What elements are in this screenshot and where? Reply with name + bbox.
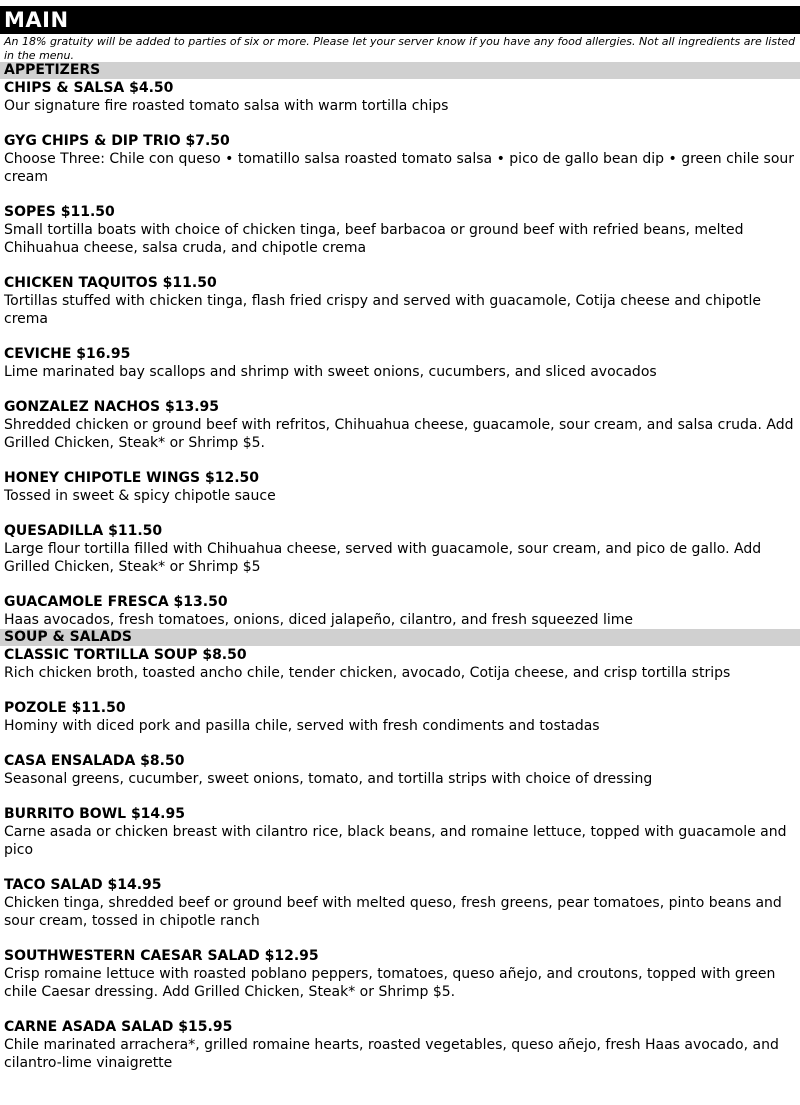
menu-item <box>0 947 800 1001</box>
section-soup-salads <box>0 629 800 1072</box>
menu-item <box>0 79 800 115</box>
item-title: GUACAMOLE FRESCA $13.50 <box>4 594 228 610</box>
item-title: GONZALEZ NACHOS $13.95 <box>4 399 220 415</box>
item-description: Shredded chicken or ground beef with refritos, Chihuahua cheese, guacamole, sour cream, and salsa cruda. Add Grilled Chicken, Steak* or Shrimp $5. <box>4 417 794 451</box>
item-title: POZOLE $11.50 <box>4 700 126 716</box>
item-description: Hominy with diced pork and pasilla chile, served with fresh condiments and tostadas <box>4 718 600 734</box>
item-description: Rich chicken broth, toasted ancho chile, tender chicken, avocado, Cotija cheese, and crisp tortilla strips <box>4 665 731 681</box>
menu-item <box>0 132 800 186</box>
menu-item <box>0 699 800 735</box>
item-description: Crisp romaine lettuce with roasted poblano peppers, tomatoes, queso añejo, and croutons, topped with green chile Caesar dressing. Add Grilled Chicken, Steak* or Shrimp $5. <box>4 966 776 1000</box>
item-title: CLASSIC TORTILLA SOUP $8.50 <box>4 647 247 663</box>
menu-item <box>0 1018 800 1072</box>
item-description: Chile marinated arrachera*, grilled romaine hearts, roasted vegetables, queso añejo, fresh Haas avocado, and cilantro-lime vinaigrette <box>4 1037 779 1071</box>
item-description: Chicken tinga, shredded beef or ground beef with melted queso, fresh greens, pear tomatoes, pinto beans and sour cream, tossed in chipotle ranch <box>4 895 782 929</box>
menu-item <box>0 203 800 257</box>
item-title: GYG CHIPS & DIP TRIO $7.50 <box>4 133 230 149</box>
item-title: CHICKEN TAQUITOS $11.50 <box>4 275 217 291</box>
item-description: Seasonal greens, cucumber, sweet onions, tomato, and tortilla strips with choice of dressing <box>4 771 653 787</box>
item-title: BURRITO BOWL $14.95 <box>4 806 185 822</box>
item-description: Large flour tortilla filled with Chihuahua cheese, served with guacamole, sour cream, and pico de gallo. Add Grilled Chicken, Steak* or Shrimp $5 <box>4 541 762 575</box>
item-title: SOUTHWESTERN CAESAR SALAD $12.95 <box>4 948 319 964</box>
item-title: QUESADILLA $11.50 <box>4 523 163 539</box>
menu-title: MAIN <box>0 6 800 34</box>
item-description: Carne asada or chicken breast with cilantro rice, black beans, and romaine lettuce, topped with guacamole and pico <box>4 824 787 858</box>
item-title: CEVICHE $16.95 <box>4 346 131 362</box>
item-title: CASA ENSALADA $8.50 <box>4 753 185 769</box>
item-description: Small tortilla boats with choice of chicken tinga, beef barbacoa or ground beef with refried beans, melted Chihuahua cheese, salsa cruda, and chipotle crema <box>4 222 744 256</box>
item-title: HONEY CHIPOTLE WINGS $12.50 <box>4 470 260 486</box>
menu-item <box>0 805 800 859</box>
item-title: TACO SALAD $14.95 <box>4 877 162 893</box>
item-description: Our signature fire roasted tomato salsa with warm tortilla chips <box>4 98 449 114</box>
item-description: Choose Three: Chile con queso • tomatillo salsa roasted tomato salsa • pico de gallo bean dip • green chile sour cream <box>4 151 795 185</box>
section-header: SOUP & SALADS <box>0 629 800 646</box>
item-description: Tortillas stuffed with chicken tinga, flash fried crispy and served with guacamole, Cotija cheese and chipotle crema <box>4 293 762 327</box>
item-title: CARNE ASADA SALAD $15.95 <box>4 1019 233 1035</box>
menu-item <box>0 593 800 629</box>
menu-item <box>0 646 800 682</box>
section-appetizers <box>0 62 800 629</box>
menu-item <box>0 876 800 930</box>
menu-item <box>0 752 800 788</box>
section-header: APPETIZERS <box>0 62 800 79</box>
item-description: Tossed in sweet & spicy chipotle sauce <box>4 488 276 504</box>
menu-item <box>0 274 800 328</box>
item-title: SOPES $11.50 <box>4 204 115 220</box>
menu-item <box>0 398 800 452</box>
item-description: Haas avocados, fresh tomatoes, onions, diced jalapeño, cilantro, and fresh squeezed lime <box>4 612 634 628</box>
menu-item <box>0 522 800 576</box>
item-description: Lime marinated bay scallops and shrimp with sweet onions, cucumbers, and sliced avocados <box>4 364 657 380</box>
gratuity-notice: An 18% gratuity will be added to parties of six or more. Please let your server know if you have any food allergies. Not all ingredients are listed in the menu. <box>4 35 796 62</box>
menu-item <box>0 469 800 505</box>
item-title: CHIPS & SALSA $4.50 <box>4 80 174 96</box>
menu-item <box>0 345 800 381</box>
